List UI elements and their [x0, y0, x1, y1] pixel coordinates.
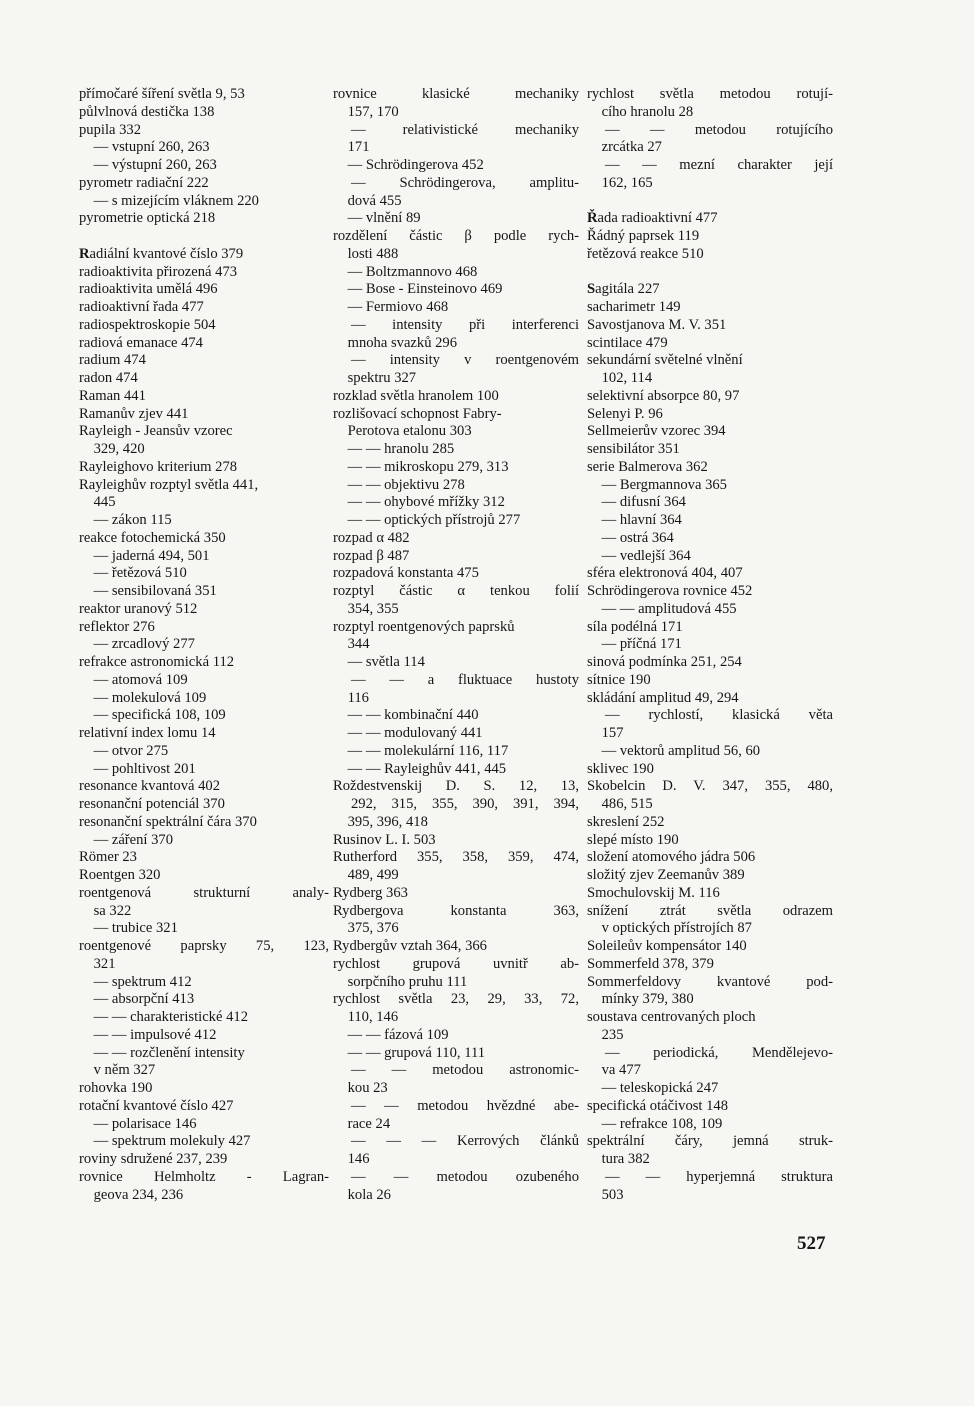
index-entry-line: radiová emanace 474	[79, 334, 203, 351]
index-entry-line: sensibilátor 351	[587, 441, 680, 457]
index-entry-line: resonanční spektrální čára 370	[79, 813, 257, 830]
index-entry-line: — — metodou ozubeného	[351, 1168, 579, 1185]
index-entry-line: — — metodou hvězdné abe-	[351, 1097, 579, 1114]
index-column-left	[79, 86, 329, 1204]
index-entry-line: Savostjanova M. V. 351	[587, 316, 727, 333]
index-entry-line: Römer 23	[79, 849, 137, 866]
index-entry-line: spektru 327	[333, 370, 417, 386]
index-entry-line: sítnice 190	[587, 671, 651, 688]
index-entry-line: resonance kvantová 402	[79, 778, 221, 795]
index-entry-line: — atomová 109	[79, 671, 188, 688]
index-entry-line: rozptyl roentgenových paprsků	[333, 618, 515, 635]
index-entry-line: cího hranolu 28	[587, 103, 694, 120]
index-entry-line: — rychlostí, klasická věta	[605, 707, 833, 724]
index-entry-line: 292, 315, 355, 390, 391, 394,	[351, 796, 579, 812]
index-entry-text: agitála 227	[595, 281, 660, 298]
index-entry-line: snížení ztrát světla odrazem	[587, 902, 833, 919]
index-entry-line: síla podélná 171	[587, 618, 683, 635]
index-entry-line: Selenyi P. 96	[587, 405, 663, 422]
index-entry-line: specifická otáčivost 148	[587, 1097, 729, 1114]
index-entry-line: losti 488	[333, 245, 399, 262]
index-entry-line: — absorpční 413	[79, 991, 195, 1008]
index-entry-line: v něm 327	[79, 1062, 156, 1079]
index-entry-line: — — objektivu 278	[333, 476, 465, 493]
index-entry-line: Rayleighův rozptyl světla 441,	[79, 476, 259, 493]
index-entry-line: — Schrödingerova, amplitu-	[351, 174, 579, 191]
index-entry-line: Sommerfeld 378, 379	[587, 955, 714, 972]
index-entry-line: — — rozčlenění intensity	[79, 1044, 245, 1061]
index-entry-line: — spektrum molekuly 427	[79, 1133, 251, 1150]
section-gap	[79, 228, 329, 246]
index-entry-line: — specifická 108, 109	[79, 707, 226, 724]
section-gap	[587, 264, 833, 282]
index-entry-line: Rydberg 363	[333, 884, 408, 901]
index-entry-line: pyrometrie optická 218	[79, 210, 216, 227]
section-gap	[587, 193, 833, 211]
index-entry-line: — intensity v roentgenovém	[351, 352, 579, 369]
index-entry-line	[79, 246, 329, 264]
index-entry-line: radioaktivita přirozená 473	[79, 263, 238, 280]
index-entry-line: Rayleighovo kriterium 278	[79, 458, 238, 475]
index-entry-line: — polarisace 146	[79, 1115, 197, 1132]
index-entry-line: 235	[587, 1026, 624, 1043]
index-entry-line: slepé místo 190	[587, 831, 679, 848]
index-entry-line: 157	[587, 725, 624, 741]
index-entry-line: mnoha svazků 296	[333, 334, 458, 351]
index-entry-line: — vektorů amplitud 56, 60	[587, 742, 761, 759]
index-entry-line: přímočaré šíření světla 9, 53	[79, 86, 245, 102]
index-entry-line: Schrödingerova rovnice 452	[587, 583, 753, 599]
index-entry-line: — — optických přístrojů 277	[333, 512, 521, 528]
index-entry-line: sa 322	[79, 902, 132, 919]
index-entry-line: — Boltzmannovo 468	[333, 263, 478, 280]
index-entry-line: — vlnění 89	[333, 210, 421, 227]
index-entry-line: sekundární světelné vlnění	[587, 352, 743, 369]
index-entry-text: ada radioaktivní 477	[597, 210, 718, 227]
index-entry-line: — světla 114	[333, 654, 425, 670]
index-entry-line: 445	[79, 494, 116, 511]
index-entry-line: rovnice klasické mechaniky	[333, 86, 579, 102]
index-entry-line: kola 26	[333, 1186, 391, 1203]
index-entry-line: Sommerfeldovy kvantové pod-	[587, 973, 833, 990]
index-entry-line: — — a fluktuace hustoty	[351, 671, 579, 688]
index-entry-line: 116	[333, 689, 369, 706]
index-entry-line: — jaderná 494, 501	[79, 547, 210, 564]
index-entry-line: rozptyl částic α tenkou folií	[333, 583, 579, 599]
index-entry-line: — — impulsové 412	[79, 1026, 217, 1043]
index-entry-line: Roentgen 320	[79, 867, 161, 883]
index-entry-line: sféra elektronová 404, 407	[587, 565, 743, 582]
index-entry-line: — Bergmannova 365	[587, 476, 727, 493]
index-entry-line: reflektor 276	[79, 618, 155, 635]
index-entry-line: — refrakce 108, 109	[587, 1115, 723, 1132]
index-entry-line: radiospektroskopie 504	[79, 316, 216, 333]
index-entry-line: serie Balmerova 362	[587, 458, 708, 475]
index-entry-line: 321	[79, 955, 116, 972]
index-entry-line: — zákon 115	[79, 512, 172, 528]
index-entry-line: Sellmeierův vzorec 394	[587, 423, 726, 440]
index-entry-line	[587, 281, 833, 299]
index-entry-line: — — ohybové mřížky 312	[333, 494, 505, 511]
index-entry-line: — — — Kerrových článků	[351, 1133, 579, 1150]
index-entry-line: — teleskopická 247	[587, 1080, 719, 1096]
index-entry-line: — vstupní 260, 263	[79, 139, 210, 156]
index-entry-line: 503	[587, 1186, 624, 1203]
index-entry-line: relativní index lomu 14	[79, 725, 216, 741]
index-entry-line: sinová podmínka 251, 254	[587, 654, 742, 670]
index-entry-line: Skobelcin D. V. 347, 355, 480,	[587, 778, 833, 795]
index-entry-line: — pohltivost 201	[79, 760, 196, 777]
index-entry-line: — — mezní charakter její	[605, 157, 833, 173]
index-entry-line: 110, 146	[333, 1009, 399, 1025]
index-entry-line: soustava centrovaných ploch	[587, 1009, 756, 1025]
index-entry-line: resonanční potenciál 370	[79, 796, 225, 812]
index-entry-line: složení atomového jádra 506	[587, 849, 756, 866]
index-entry-line: geova 234, 236	[79, 1186, 184, 1203]
index-entry-line: selektivní absorpce 80, 97	[587, 387, 740, 404]
index-entry-line: pyrometr radiační 222	[79, 174, 209, 191]
index-entry-line: scintilace 479	[587, 334, 668, 351]
index-entry-line: rozklad světla hranolem 100	[333, 387, 499, 404]
index-entry-line: 354, 355	[333, 600, 399, 617]
index-entry-line: 102, 114	[587, 370, 653, 386]
index-entry-line: Perotova etalonu 303	[333, 423, 472, 440]
index-entry-line: reaktor uranový 512	[79, 600, 198, 617]
index-entry-line: — příčná 171	[587, 636, 682, 653]
index-entry-line: tura 382	[587, 1151, 650, 1167]
index-entry-line: kou 23	[333, 1080, 388, 1096]
index-entry-line: — — kombinační 440	[333, 707, 479, 724]
index-entry-line: roentgenové paprsky 75, 123,	[79, 938, 329, 954]
index-entry-line: v optických přístrojích 87	[587, 920, 752, 937]
index-entry-line: sorpčního pruhu 111	[333, 973, 468, 990]
index-entry-line	[587, 210, 833, 228]
index-column-middle	[333, 86, 579, 1204]
index-entry-line: 344	[333, 636, 370, 653]
index-entry-line: — — Rayleighův 441, 445	[333, 760, 507, 777]
index-entry-line: Rusinov L. I. 503	[333, 831, 436, 848]
index-entry-line: Soleileův kompensátor 140	[587, 938, 747, 954]
index-column-right	[587, 86, 833, 1204]
index-entry-line: rozpadová konstanta 475	[333, 565, 479, 582]
index-entry-line: 486, 515	[587, 796, 653, 812]
index-entry-line: radon 474	[79, 370, 138, 386]
index-entry-line: roentgenová strukturní analy-	[79, 884, 329, 901]
index-entry-line: va 477	[587, 1062, 641, 1079]
index-entry-line: rohovka 190	[79, 1080, 153, 1096]
index-entry-line: půlvlnová destička 138	[79, 103, 215, 120]
index-entry-line: rozdělení částic β podle rych-	[333, 228, 579, 244]
index-entry-line: radium 474	[79, 352, 146, 369]
index-entry-line: — — metodou rotujícího	[605, 121, 833, 138]
index-entry-line: Ramanův zjev 441	[79, 405, 189, 422]
index-entry-line: radioaktivní řada 477	[79, 299, 204, 315]
index-entry-line: — ostrá 364	[587, 529, 674, 546]
index-entry-line: radioaktivita umělá 496	[79, 281, 218, 298]
index-entry-line: — molekulová 109	[79, 689, 207, 706]
index-entry-line: roviny sdružené 237, 239	[79, 1151, 228, 1167]
index-entry-line: skreslení 252	[587, 813, 665, 830]
index-entry-line: — otvor 275	[79, 742, 169, 759]
index-entry-line: — — hyperjemná struktura	[605, 1168, 833, 1185]
index-entry-line: — spektrum 412	[79, 973, 192, 990]
index-entry-line: — vedlejší 364	[587, 547, 691, 564]
index-entry-line: Rydbergova konstanta 363,	[333, 902, 579, 919]
index-entry-line: — — molekulární 116, 117	[333, 742, 509, 759]
index-entry-line: mínky 379, 380	[587, 991, 694, 1008]
index-entry-line: — Fermiovo 468	[333, 299, 449, 315]
index-entry-line: — Schrödingerova 452	[333, 157, 484, 173]
index-entry-line: — intensity při interferenci	[351, 316, 579, 333]
page-number: 527	[797, 1233, 826, 1254]
index-entry-line: řetězová reakce 510	[587, 245, 704, 262]
index-entry-line: — relativistické mechaniky	[351, 121, 579, 138]
index-entry-line: — řetězová 510	[79, 565, 187, 582]
index-entry-line: — výstupní 260, 263	[79, 157, 217, 173]
index-entry-line: — trubice 321	[79, 920, 178, 937]
index-entry-line: — — fázová 109	[333, 1026, 449, 1043]
index-entry-line: — difusní 364	[587, 494, 686, 511]
index-entry-line: rozpad β 487	[333, 547, 410, 564]
index-entry-line: Raman 441	[79, 387, 146, 404]
index-entry-line: — — amplitudová 455	[587, 600, 737, 617]
index-entry-line: rychlost světla 23, 29, 33, 72,	[333, 991, 579, 1008]
index-entry-line: Rayleigh - Jeansův vzorec	[79, 423, 233, 440]
index-entry-line: 146	[333, 1151, 370, 1167]
index-entry-text: adiální kvantové číslo 379	[89, 245, 244, 262]
index-entry-line: 162, 165	[587, 174, 653, 191]
index-entry-line: pupila 332	[79, 121, 142, 138]
index-entry-line: sacharimetr 149	[587, 299, 681, 315]
index-entry-line: spektrální čáry, jemná struk-	[587, 1133, 833, 1150]
index-entry-line: Rydbergův vztah 364, 366	[333, 938, 487, 954]
index-entry-line: zrcátka 27	[587, 139, 662, 156]
index-entry-line: rychlost světla metodou rotují-	[587, 86, 833, 102]
index-entry-line: Rutherford 355, 358, 359, 474,	[333, 849, 579, 866]
index-entry-line: rovnice Helmholtz - Lagran-	[79, 1168, 329, 1185]
index-entry-line: — — hranolu 285	[333, 441, 455, 457]
section-initial-letter: Ř	[587, 210, 598, 227]
index-entry-line: rotační kvantové číslo 427	[79, 1097, 234, 1114]
index-entry-line: — s mizejícím vláknem 220	[79, 192, 259, 209]
index-entry-line: skládání amplitud 49, 294	[587, 689, 739, 706]
index-entry-line: reakce fotochemická 350	[79, 529, 226, 546]
index-entry-line: — — modulovaný 441	[333, 725, 483, 741]
section-initial-letter: R	[79, 245, 90, 262]
index-entry-line: — periodická, Mendělejevo-	[605, 1044, 833, 1061]
index-entry-line: Řádný paprsek 119	[587, 228, 700, 244]
index-entry-line: rozpad α 482	[333, 529, 410, 546]
index-entry-line: dová 455	[333, 192, 402, 209]
index-entry-line: složitý zjev Zeemanův 389	[587, 867, 745, 883]
index-entry-line: 157, 170	[333, 103, 399, 120]
index-entry-line: 395, 396, 418	[333, 813, 428, 830]
index-entry-line: — sensibilovaná 351	[79, 583, 217, 599]
index-entry-line: 329, 420	[79, 441, 145, 457]
index-entry-line: refrakce astronomická 112	[79, 654, 235, 670]
index-entry-line: — zrcadlový 277	[79, 636, 195, 653]
index-entry-line: 171	[333, 139, 370, 156]
index-entry-line: Roždestvenskij D. S. 12, 13,	[333, 778, 579, 795]
index-entry-line: 489, 499	[333, 867, 399, 883]
index-entry-line: rozlišovací schopnost Fabry-	[333, 405, 502, 422]
index-entry-line: sklivec 190	[587, 760, 654, 777]
index-entry-line: — hlavní 364	[587, 512, 682, 528]
section-initial-letter: S	[587, 281, 596, 298]
index-entry-line: 375, 376	[333, 920, 399, 937]
index-entry-line: — Bose - Einsteinovo 469	[333, 281, 503, 298]
index-entry-line: race 24	[333, 1115, 391, 1132]
index-entry-line: — — charakteristické 412	[79, 1009, 248, 1025]
index-entry-line: rychlost grupová uvnitř ab-	[333, 955, 579, 972]
index-entry-line: Smochulovskij M. 116	[587, 884, 720, 901]
index-entry-line: — — grupová 110, 111	[333, 1044, 486, 1061]
index-entry-line: — záření 370	[79, 831, 174, 848]
index-entry-line: — — metodou astronomic-	[351, 1062, 579, 1079]
index-entry-line: — — mikroskopu 279, 313	[333, 458, 509, 475]
